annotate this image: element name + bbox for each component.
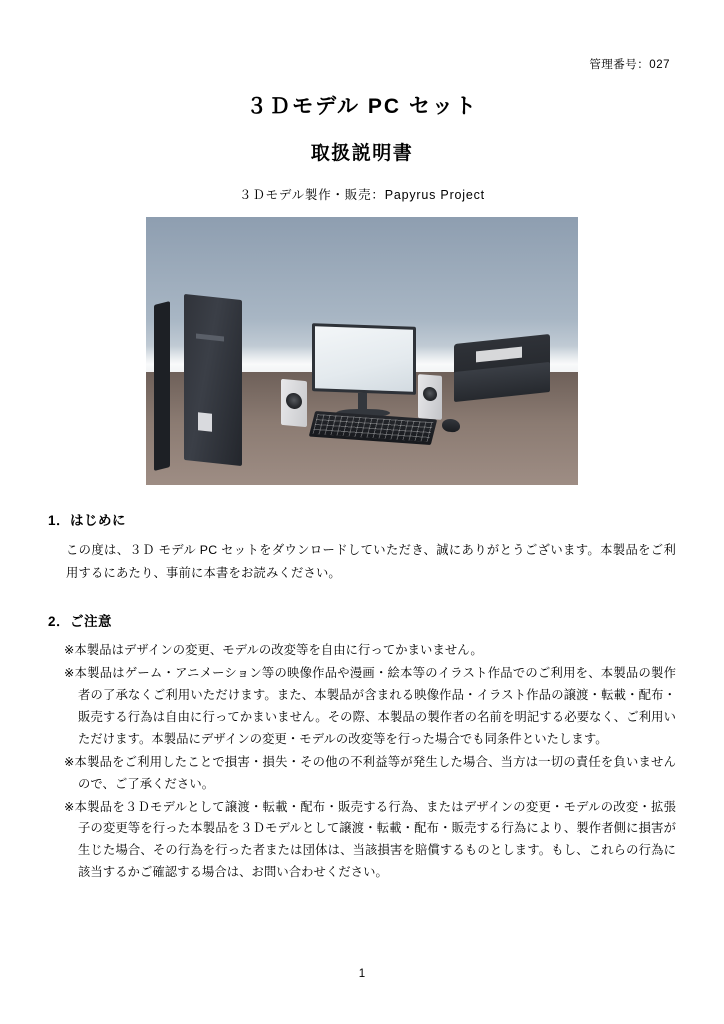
- pc-tower-badge: [198, 412, 212, 431]
- speaker-right: [418, 374, 442, 420]
- speaker-left: [281, 379, 307, 427]
- notice-list: [48, 640, 676, 884]
- section-introduction: [48, 509, 676, 584]
- speaker-cone-icon: [286, 392, 302, 409]
- section-notice: [48, 610, 676, 884]
- page-title: ３Ｄモデル PC セット: [246, 95, 478, 118]
- product-illustration: [146, 217, 578, 485]
- page-number: 1: [358, 968, 366, 980]
- list-item: ※本製品をご利用したことで損害・損失・その他の不利益等が発生した場合、当方は一切の責任を負いませんので、ご了承ください。: [64, 754, 676, 791]
- section-paragraph: この度は、３Ｄ モデル PC セットをダウンロードしていただき、誠にありがとうございます。本製品をご利用するにあたり、事前に本書をお読みください。: [66, 543, 676, 580]
- monitor-screen: [315, 326, 413, 391]
- pc-tower: [184, 294, 242, 466]
- mouse: [442, 418, 460, 432]
- section-heading: 2．ご注意: [48, 614, 113, 630]
- document-body: [48, 509, 676, 884]
- speaker-cone-icon: [423, 387, 437, 402]
- page-subtitle: 取扱説明書: [310, 143, 414, 164]
- document-number: 管理番号：027: [589, 59, 670, 71]
- pc-tower-side-panel: [154, 301, 170, 471]
- list-item: ※本製品はゲーム・アニメーション等の映像作品や漫画・絵本等のイラスト作品でのご利用を、本製品の製作者の了承なくご利用いただけます。また、本製品が含まれる映像作品・イラスト作品の譲渡・転載・配布・販売する行為は自由に行ってかまいません。その際、本製品の製作者の名前を明記する必要なく、ご利用いただけます。本製品にデザインの変更・モデルの改変等を行った場合でも同条件といたします。: [64, 666, 676, 746]
- section-heading: 1．はじめに: [48, 513, 127, 528]
- monitor: [312, 323, 416, 395]
- list-item: ※本製品を３Ｄモデルとして譲渡・転載・配布・販売する行為、またはデザインの変更・モデルの改変・拡張子の変更等を行った本製品を３Ｄモデルとして譲渡・転載・配布・販売する行為により、製作者側に損害が生じた場合、その行為を行った者または団体は、当該損害を賠償するものとします。もし、これらの行為に該当するかご確認する場合は、お問い合わせください。: [64, 799, 676, 880]
- credit-line: ３Ｄモデル製作・販売：Papyrus Project: [239, 188, 485, 202]
- keyboard-keys: [313, 414, 434, 442]
- list-item: ※本製品はデザインの変更、モデルの改変等を自由に行ってかまいません。: [64, 643, 483, 658]
